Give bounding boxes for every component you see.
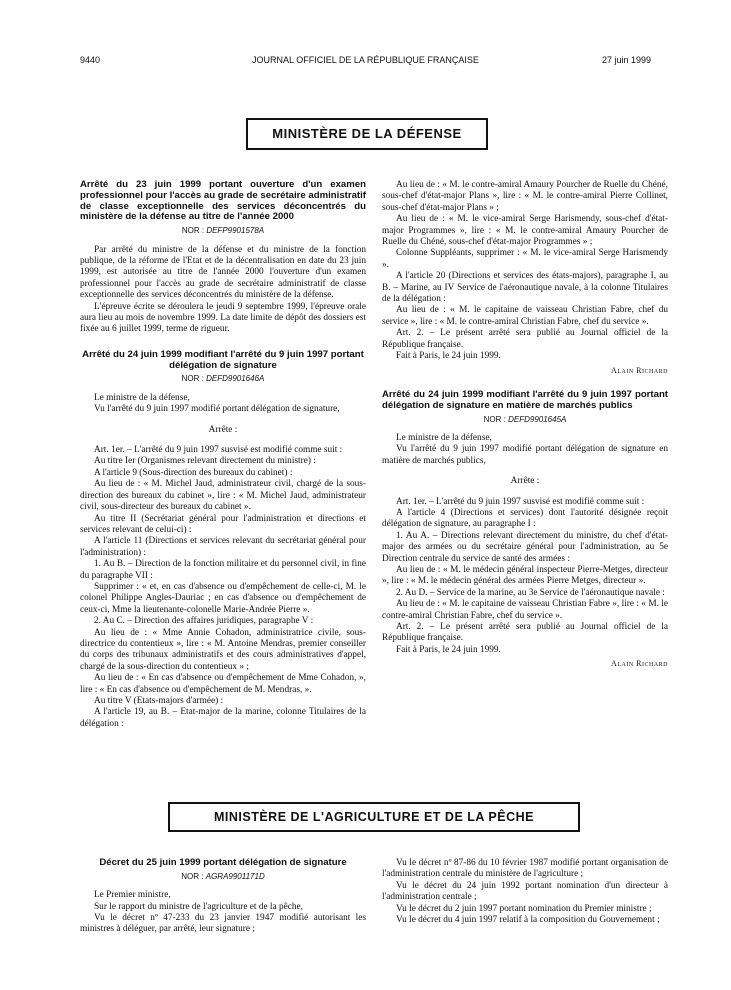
- paragraph: Sur le rapport du ministre de l'agriculture et de la pêche,: [94, 901, 303, 912]
- paragraph: Art. 1er. – L'arrêté du 9 juin 1997 susvisé est modifié comme suit :: [396, 496, 645, 507]
- arrete-line: Arrête :: [208, 424, 238, 435]
- signature: Alain Richard: [611, 659, 668, 669]
- nor-reference: NOR : AGRA9901171D: [181, 871, 265, 881]
- decree-title: Arrêté du 24 juin 1999 modifiant l'arrêté du 9 juin 1997 portant délégation de signature: [82, 348, 364, 371]
- page-date: 27 juin 1999: [601, 55, 651, 65]
- paragraph: Vu le décret du 4 juin 1997 relatif à la composition du Gouvernement ;: [396, 915, 660, 926]
- paragraph: Vu le décret du 24 juin 1992 portant nomination d'un directeur à l'administration centrale ;: [382, 880, 668, 903]
- decree-title: Arrêté du 24 juin 1999 modifiant l'arrêté du 9 juin 1997 portant délégation de signature en matière de marchés publics: [382, 388, 668, 411]
- left-column-defense: [80, 180, 366, 730]
- paragraph: Au lieu de : « M. le contre-amiral Amaury Pourcher de Ruelle du Chéné, sous-chef d'état-major Plans », lire : « M. le contre-amiral Pierre Collinet, sous-chef d'état-major Plans » ;: [382, 180, 668, 213]
- paragraph: Fait à Paris, le 24 juin 1999.: [396, 644, 501, 655]
- paragraph: Colonne Suppléants, supprimer : « M. le vice-amiral Serge Harismendy ».: [382, 248, 668, 270]
- paragraph: Le ministre de la défense,: [94, 392, 190, 403]
- paragraph: Au lieu de : « M. le capitaine de vaisseau Christian Fabre », lire : « M. le contre-amiral Christian Fabre, chef du service ».: [382, 599, 668, 621]
- paragraph: Fait à Paris, le 24 juin 1999.: [396, 351, 501, 362]
- paragraph: 1. Au A. – Directions relevant directement du ministre, du chef d'état-major des armées ou du secrétaire général pour l'administration, au 5e Direction centrale du service de santé des armées :: [382, 530, 668, 564]
- page-number: 9440: [80, 55, 101, 65]
- paragraph: Supprimer : « et, en cas d'absence ou d'empêchement de celle-ci, M. le colonel Philippe Angles-Dauriac ; en cas d'absence ou d'empêchement de ceux-ci, Mme la lieutenante-colonelle Marie-Andrée Pierre ».: [80, 581, 366, 615]
- paragraph: 2. Au C. – Direction des affaires juridiques, paragraphe V :: [94, 616, 314, 627]
- paragraph: Au lieu de : « M. le médecin général inspecteur Pierre-Metges, directeur », lire : « M. le médecin général des armées Pierre Metges, directeur ».: [382, 564, 668, 587]
- ministry-name: MINISTÈRE DE LA DÉFENSE: [272, 126, 462, 141]
- paragraph: Art. 2. – Le présent arrêté sera publié au Journal officiel de la République française.: [382, 622, 668, 644]
- paragraph: Au titre V (Etats-majors d'armée) :: [94, 696, 224, 706]
- paragraph: Au lieu de : « Mme Annie Cohadon, administratrice civile, sous-directrice du contentieux », lire : « M. Antoine Mendras, premier conseiller du corps des tribunaux administratifs et des cours administratives d'appel, chargé de la sous-direction du contentieux » ;: [80, 627, 366, 672]
- decree-1: [80, 180, 366, 336]
- page-header: [80, 55, 651, 67]
- paragraph: Au lieu de : « M. Michel Jaud, administrateur civil, chargé de la sous-direction des bureaux du cabinet », lire : « M. Michel Jaud, administrateur civil, sous-directeur des bureaux du cabinet ».: [80, 479, 366, 513]
- nor-reference: NOR : DEFP9901578A: [181, 226, 265, 236]
- ministry-heading-defense: [246, 118, 488, 150]
- paragraph: Au lieu de : « M. le vice-amiral Serge Harismendy, sous-chef d'état-major Programmes », lire : « M. le contre-amiral Amaury Pourcher de Ruelle du Chéné, sous-chef d'état-major Programmes » ;: [382, 214, 668, 248]
- paragraph: Au titre Ier (Organismes relevant directement du ministre) :: [94, 456, 316, 467]
- paragraph: 1. Au B. – Direction de la fonction militaire et du personnel civil, in fine du paragraphe VII :: [80, 559, 366, 581]
- paragraph: Au lieu de : « M. le capitaine de vaisseau Christian Fabre, chef du service », lire : « M. le contre-amiral Christian Fabre, chef du service ».: [382, 305, 668, 327]
- decree-title: Arrêté du 23 juin 1999 portant ouverture d'un examen professionnel pour l'accès au grade de secrétaire administratif de classe exceptionnelle des services déconcentrés du ministère de la défense au titre de l'année 2000: [80, 179, 366, 223]
- decree-2-continued: [382, 180, 668, 376]
- paragraph: A l'article 4 (Directions et services) dont l'autorité désignée reçoit délégation de signature, au paragraphe I :: [382, 507, 668, 530]
- paragraph: Vu le décret nº 87-86 du 10 février 1987 modifié portant organisation de l'administration centrale du ministère de l'agriculture ;: [382, 858, 668, 880]
- paragraph: 2. Au D. – Service de la marine, au 3e Service de l'aéronautique navale :: [396, 587, 665, 598]
- arrete-line: Arrête :: [510, 476, 540, 487]
- paragraph: Vu le décret du 2 juin 1997 portant nomination du Premier ministre ;: [396, 903, 652, 914]
- right-column-defense: [382, 180, 668, 670]
- decree-2: [80, 350, 366, 730]
- signature: Alain Richard: [611, 365, 668, 375]
- decree-3: [382, 390, 668, 670]
- left-column-agriculture: [80, 858, 366, 936]
- paragraph: A l'article 11 (Directions et services relevant du secrétariat général pour l'administration) :: [80, 536, 366, 558]
- right-column-agriculture: [382, 858, 668, 926]
- journal-title: JOURNAL OFFICIEL DE LA RÉPUBLIQUE FRANÇAISE: [252, 55, 479, 65]
- paragraph: Au titre II (Secrétariat général pour l'administration et directions et services relevant de celui-ci) :: [80, 513, 366, 535]
- paragraph: Par arrêté du ministre de la défense et du ministre de la fonction publique, de la réforme de l'Etat et de la décentralisation en date du 23 juin 1999, est autorisée au titre de l'année 2000 l'ouverture d'un examen professionnel pour l'accès au grade de secrétaire administratif de classe exceptionnelle des services déconcentrés du ministère de la défense.: [80, 244, 366, 301]
- paragraph: A l'article 19, au B. – Etat-major de la marine, colonne Titulaires de la délégation :: [80, 707, 366, 729]
- paragraph: Art. 1er. – L'arrêté du 9 juin 1997 susvisé est modifié comme suit :: [94, 445, 343, 456]
- paragraph: A l'article 20 (Directions et services des états-majors), paragraphe I, au B. – Marine, au IV Service de l'aéronautique navale, à la colonne Titulaires de la délégation :: [382, 271, 668, 305]
- paragraph: A l'article 9 (Sous-direction des bureaux du cabinet) :: [94, 467, 293, 478]
- ministry-heading-agriculture: [168, 802, 580, 832]
- paragraph: Au lieu de : « En cas d'absence ou d'empêchement de Mme Cohadon, », lire : « En cas d'absence ou d'empêchement de M. Mendras, ».: [80, 673, 366, 695]
- paragraph: Vu le décret nº 47-233 du 23 janvier 1947 modifié autorisant les ministres à déléguer, par arrêté, leur signature ;: [80, 913, 366, 935]
- paragraph: L'épreuve écrite se déroulera le jeudi 9 septembre 1999, l'épreuve orale aura lieu au mois de novembre 1999. La date limite de dépôt des dossiers est fixée au 6 juillet 1999, terme de rigueur.: [80, 301, 366, 335]
- paragraph: Art. 2. – Le présent arrêté sera publié au Journal officiel de la République française.: [382, 328, 668, 350]
- paragraph: Le Premier ministre,: [94, 890, 171, 901]
- paragraph: Vu l'arrêté du 9 juin 1997 modifié portant délégation de signature en matière de marchés publics,: [382, 444, 668, 466]
- paragraph: Le ministre de la défense,: [396, 432, 492, 443]
- nor-reference: NOR : DEFD9901645A: [483, 414, 567, 424]
- nor-reference: NOR : DEFD9901646A: [181, 374, 265, 384]
- decree-title: Décret du 25 juin 1999 portant délégation de signature: [99, 857, 347, 868]
- paragraph: Vu l'arrêté du 9 juin 1997 modifié portant délégation de signature,: [94, 404, 340, 415]
- ministry-name: MINISTÈRE DE L'AGRICULTURE ET DE LA PÊCHE: [213, 810, 534, 824]
